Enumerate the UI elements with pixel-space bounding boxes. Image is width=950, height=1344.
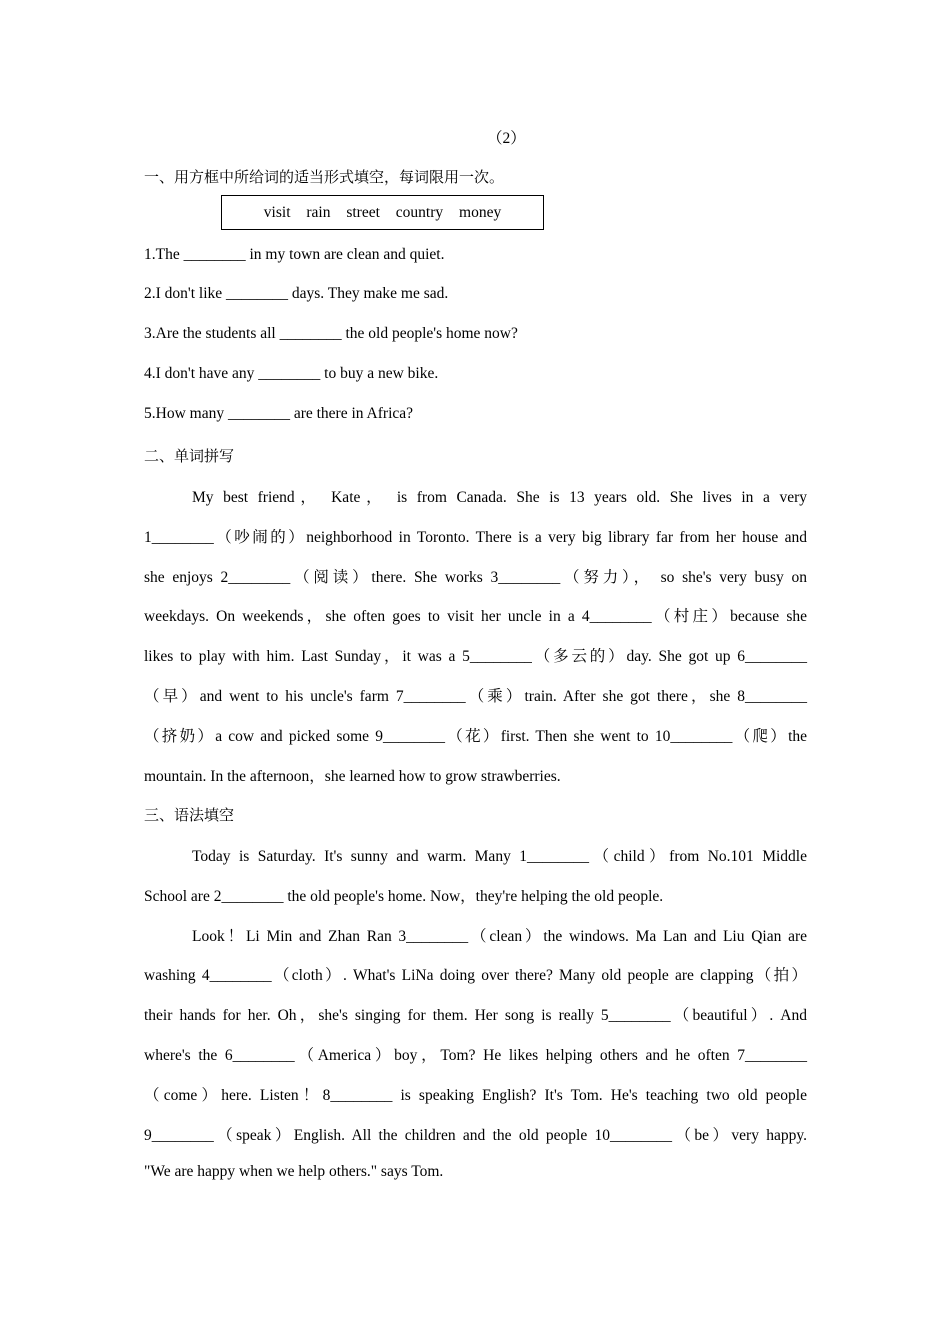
section2-line-7: （挤奶）a cow and picked some 9________（花）first. Then she went to 10________（爬）the bbox=[144, 728, 807, 745]
section2-line-3: she enjoys 2________（阅读）there. She works 3________（努力）， so she's very busy on bbox=[144, 569, 807, 586]
section3-line-3: Look！Li Min and Zhan Ran 3________（clean）the windows. Ma Lan and Liu Qian are bbox=[192, 928, 807, 945]
section2-line-5: likes to play with him. Last Sunday，it was a 5________（多云的）day. She got up 6________ bbox=[144, 648, 807, 665]
section3-line-5: their hands for her. Oh，she's singing for them. Her song is really 5________（beautiful）. And bbox=[144, 1007, 807, 1024]
section1-heading: 一、用方框中所给词的适当形式填空，每词限用一次。 bbox=[144, 168, 505, 186]
section3-line-4: washing 4________（cloth）. What's LiNa doing over there? Many old people are clapping（拍） bbox=[144, 967, 807, 984]
section2-line-2: 1________（吵闹的）neighborhood in Toronto. There is a very big library far from her house and bbox=[144, 529, 807, 546]
section1-item-5: 5.How many ________ are there in Africa? bbox=[144, 405, 414, 422]
section3-line-7: （come）here. Listen！8________ is speaking English? It's Tom. He's teaching two old people bbox=[144, 1087, 807, 1104]
section1-item-3: 3.Are the students all ________ the old people's home now? bbox=[144, 325, 518, 342]
section2-line-1: My best friend， Kate， is from Canada. She is 13 years old. She lives in a very bbox=[192, 489, 807, 506]
section1-item-4: 4.I don't have any ________ to buy a new bike. bbox=[144, 365, 439, 382]
section3-line-9: "We are happy when we help others." says Tom. bbox=[144, 1163, 444, 1180]
section3-line-2: School are 2________ the old people's home. Now，they're helping the old people. bbox=[144, 888, 664, 905]
section1-item-1: 1.The ________ in my town are clean and quiet. bbox=[144, 246, 445, 263]
word-box: visit rain street country money bbox=[221, 195, 544, 230]
section3-line-8: 9________（speak）English. All the children and the old people 10________（be）very happy. bbox=[144, 1127, 807, 1144]
section3-line-6: where's the 6________（America）boy，Tom? He likes helping others and he often 7________ bbox=[144, 1047, 807, 1064]
section2-line-6: （早）and went to his uncle's farm 7________（乘）train. After she got there，she 8________ bbox=[144, 688, 807, 705]
page-marker: （2） bbox=[487, 130, 526, 147]
section2-heading: 二、单词拼写 bbox=[144, 447, 235, 465]
section2-line-4: weekdays. On weekends，she often goes to visit her uncle in a 4________（村庄）because she bbox=[144, 608, 807, 625]
section1-item-2: 2.I don't like ________ days. They make me sad. bbox=[144, 285, 449, 302]
section3-line-1: Today is Saturday. It's sunny and warm. Many 1________（child）from No.101 Middle bbox=[192, 848, 807, 865]
section2-line-8: mountain. In the afternoon，she learned how to grow strawberries. bbox=[144, 768, 561, 785]
section3-heading: 三、语法填空 bbox=[144, 806, 235, 824]
